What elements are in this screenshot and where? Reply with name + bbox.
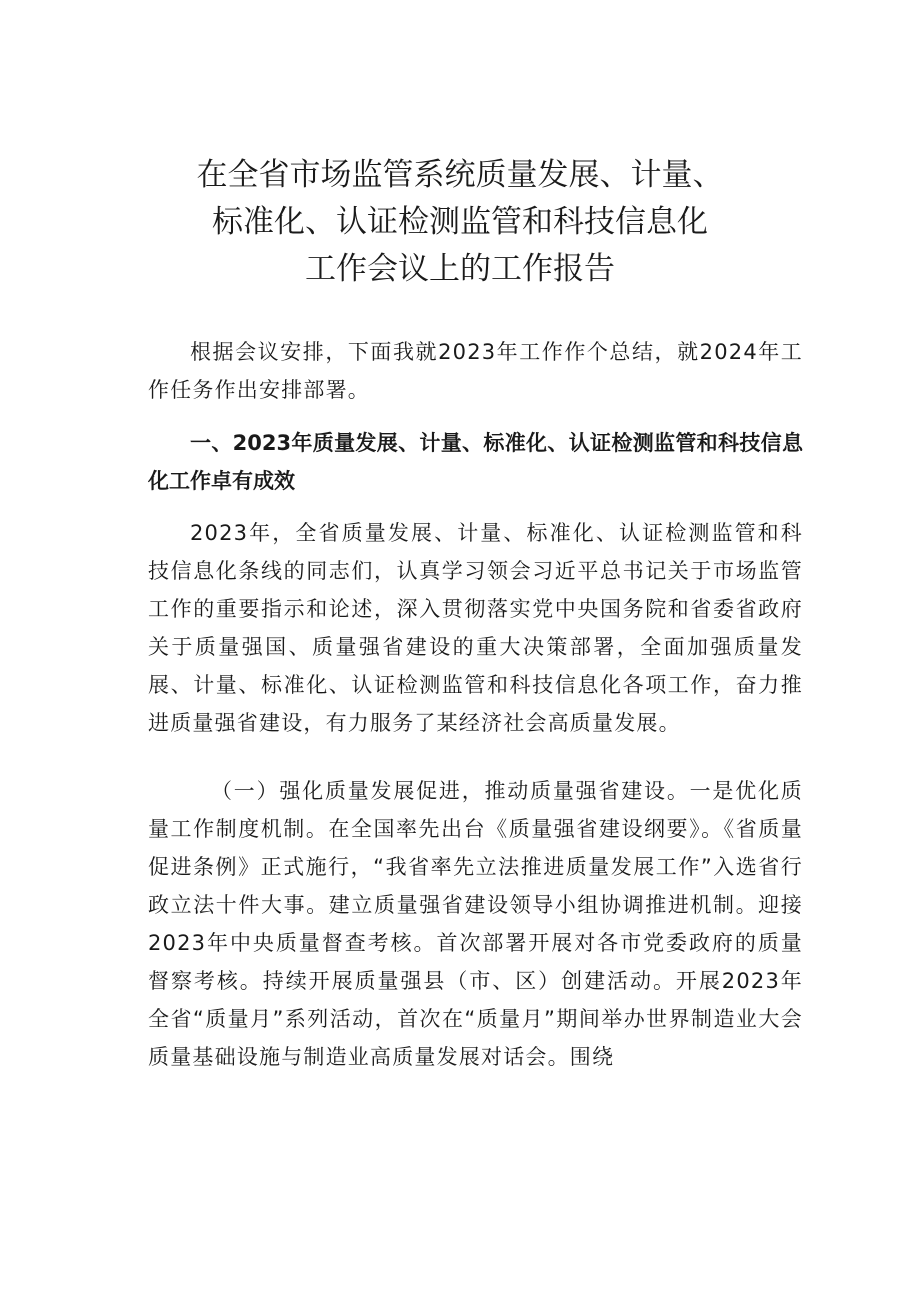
intro-paragraph-block	[148, 333, 803, 409]
subsection-block	[148, 772, 803, 1076]
section-1-heading: 一、2023年质量发展、计量、标准化、认证检测监管和科技信息化工作卓有成效	[148, 431, 803, 493]
title-line-1: 在全省市场监管系统质量发展、计量、	[196, 157, 724, 193]
subsection-1-paragraph: （一）强化质量发展促进，推动质量强省建设。一是优化质量工作制度机制。在全国率先出台《质量强省建设纲要》。《省质量促进条例》正式施行，“我省率先立法推进质量发展工作”入选省行政立法十件大事。建立质量强省建设领导小组协调推进机制。迎接2023年中央质量督查考核。首次部署开展对各市党委政府的质量督察考核。持续开展质量强县（市、区）创建活动。开展2023年全省“质量月”系列活动，首次在“质量月”期间举办世界制造业大会质量基础设施与制造业高质量发展对话会。围绕	[148, 779, 803, 1069]
title-line-3: 工作会议上的工作报告	[305, 251, 615, 287]
section-1-body: 2023年，全省质量发展、计量、标准化、认证检测监管和科技信息化条线的同志们，认真学习领会习近平总书记关于市场监管工作的重要指示和论述，深入贯彻落实党中央国务院和省委省政府关于质量强国、质量强省建设的重大决策部署，全面加强质量发展、计量、标准化、认证检测监管和科技信息化各项工作，奋力推进质量强省建设，有力服务了某经济社会高质量发展。	[148, 521, 803, 735]
intro-paragraph: 根据会议安排，下面我就2023年工作作个总结，就2024年工作任务作出安排部署。	[148, 340, 803, 402]
section-body-block	[148, 514, 803, 742]
title-line-2: 标准化、认证检测监管和科技信息化	[212, 204, 708, 240]
section-heading-block	[148, 424, 803, 500]
document-title	[120, 152, 800, 293]
